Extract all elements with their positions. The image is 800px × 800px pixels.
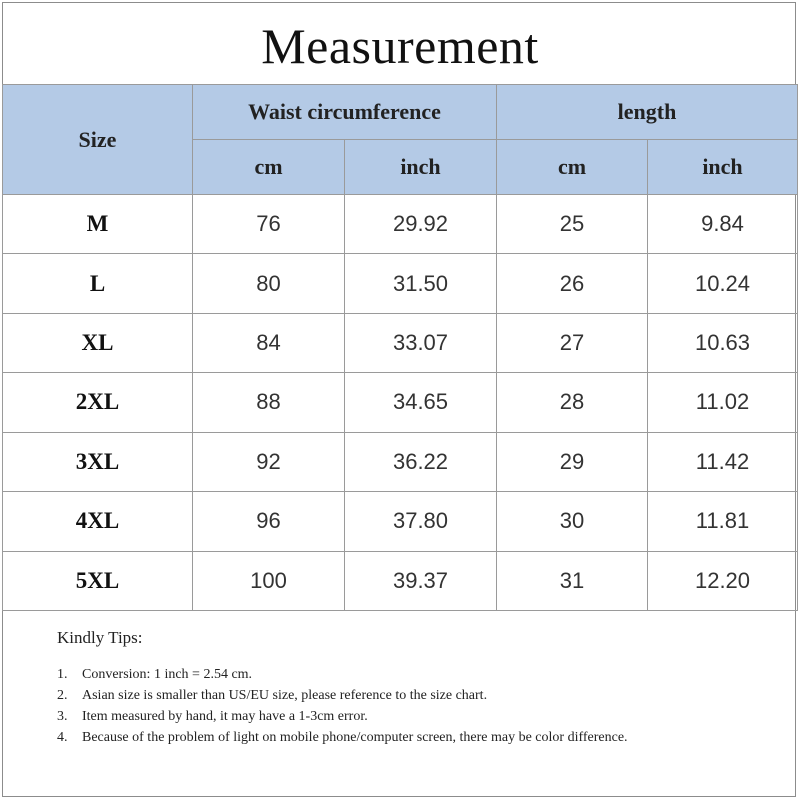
tips-section bbox=[57, 628, 757, 748]
tip-text: Item measured by hand, it may have a 1-3cm error. bbox=[82, 709, 368, 724]
length-inch-cell: 11.02 bbox=[648, 373, 798, 432]
waist-inch-cell: 36.22 bbox=[345, 432, 497, 491]
size-column-header: Size bbox=[3, 85, 193, 195]
waist-inch-header: inch bbox=[345, 140, 497, 195]
size-cell: M bbox=[3, 195, 193, 254]
length-inch-cell: 10.24 bbox=[648, 254, 798, 313]
tip-number: 4. bbox=[57, 730, 68, 745]
length-inch-header: inch bbox=[648, 140, 798, 195]
table-row bbox=[3, 551, 798, 610]
table-row bbox=[3, 373, 798, 432]
length-cm-cell: 26 bbox=[497, 254, 648, 313]
size-cell: L bbox=[3, 254, 193, 313]
size-cell: 2XL bbox=[3, 373, 193, 432]
tip-item bbox=[57, 685, 757, 706]
waist-cm-cell: 80 bbox=[193, 254, 345, 313]
waist-inch-cell: 29.92 bbox=[345, 195, 497, 254]
table-row bbox=[3, 313, 798, 372]
length-group-header: length bbox=[497, 85, 798, 140]
size-cell: 5XL bbox=[3, 551, 193, 610]
waist-inch-cell: 34.65 bbox=[345, 373, 497, 432]
waist-cm-header: cm bbox=[193, 140, 345, 195]
header-row-groups bbox=[3, 85, 798, 140]
size-cell: 4XL bbox=[3, 492, 193, 551]
waist-cm-cell: 76 bbox=[193, 195, 345, 254]
tip-number: 3. bbox=[57, 709, 68, 724]
waist-cm-cell: 88 bbox=[193, 373, 345, 432]
tips-heading: Kindly Tips: bbox=[57, 628, 143, 647]
waist-group-header: Waist circumference bbox=[193, 85, 497, 140]
waist-inch-cell: 33.07 bbox=[345, 313, 497, 372]
length-inch-cell: 9.84 bbox=[648, 195, 798, 254]
length-cm-cell: 29 bbox=[497, 432, 648, 491]
size-chart-table bbox=[2, 84, 798, 611]
waist-cm-cell: 84 bbox=[193, 313, 345, 372]
size-cell: XL bbox=[3, 313, 193, 372]
page-title: Measurement bbox=[261, 18, 539, 74]
table-row bbox=[3, 254, 798, 313]
waist-inch-cell: 37.80 bbox=[345, 492, 497, 551]
size-cell: 3XL bbox=[3, 432, 193, 491]
length-cm-cell: 31 bbox=[497, 551, 648, 610]
length-cm-cell: 25 bbox=[497, 195, 648, 254]
table-row bbox=[3, 432, 798, 491]
tip-text: Because of the problem of light on mobile phone/computer screen, there may be color difference. bbox=[82, 730, 628, 745]
tip-item bbox=[57, 727, 757, 748]
length-cm-header: cm bbox=[497, 140, 648, 195]
tip-item bbox=[57, 664, 757, 685]
tips-list bbox=[57, 664, 757, 748]
length-inch-cell: 11.42 bbox=[648, 432, 798, 491]
length-inch-cell: 10.63 bbox=[648, 313, 798, 372]
waist-cm-cell: 96 bbox=[193, 492, 345, 551]
table-row bbox=[3, 492, 798, 551]
tip-text: Conversion: 1 inch = 2.54 cm. bbox=[82, 667, 253, 682]
length-cm-cell: 30 bbox=[497, 492, 648, 551]
waist-inch-cell: 39.37 bbox=[345, 551, 497, 610]
waist-inch-cell: 31.50 bbox=[345, 254, 497, 313]
length-cm-cell: 27 bbox=[497, 313, 648, 372]
waist-cm-cell: 92 bbox=[193, 432, 345, 491]
tip-number: 2. bbox=[57, 688, 68, 703]
waist-cm-cell: 100 bbox=[193, 551, 345, 610]
table-row bbox=[3, 195, 798, 254]
tip-item bbox=[57, 706, 757, 727]
length-inch-cell: 12.20 bbox=[648, 551, 798, 610]
tip-number: 1. bbox=[57, 667, 68, 682]
length-cm-cell: 28 bbox=[497, 373, 648, 432]
tip-text: Asian size is smaller than US/EU size, please reference to the size chart. bbox=[82, 688, 488, 703]
length-inch-cell: 11.81 bbox=[648, 492, 798, 551]
